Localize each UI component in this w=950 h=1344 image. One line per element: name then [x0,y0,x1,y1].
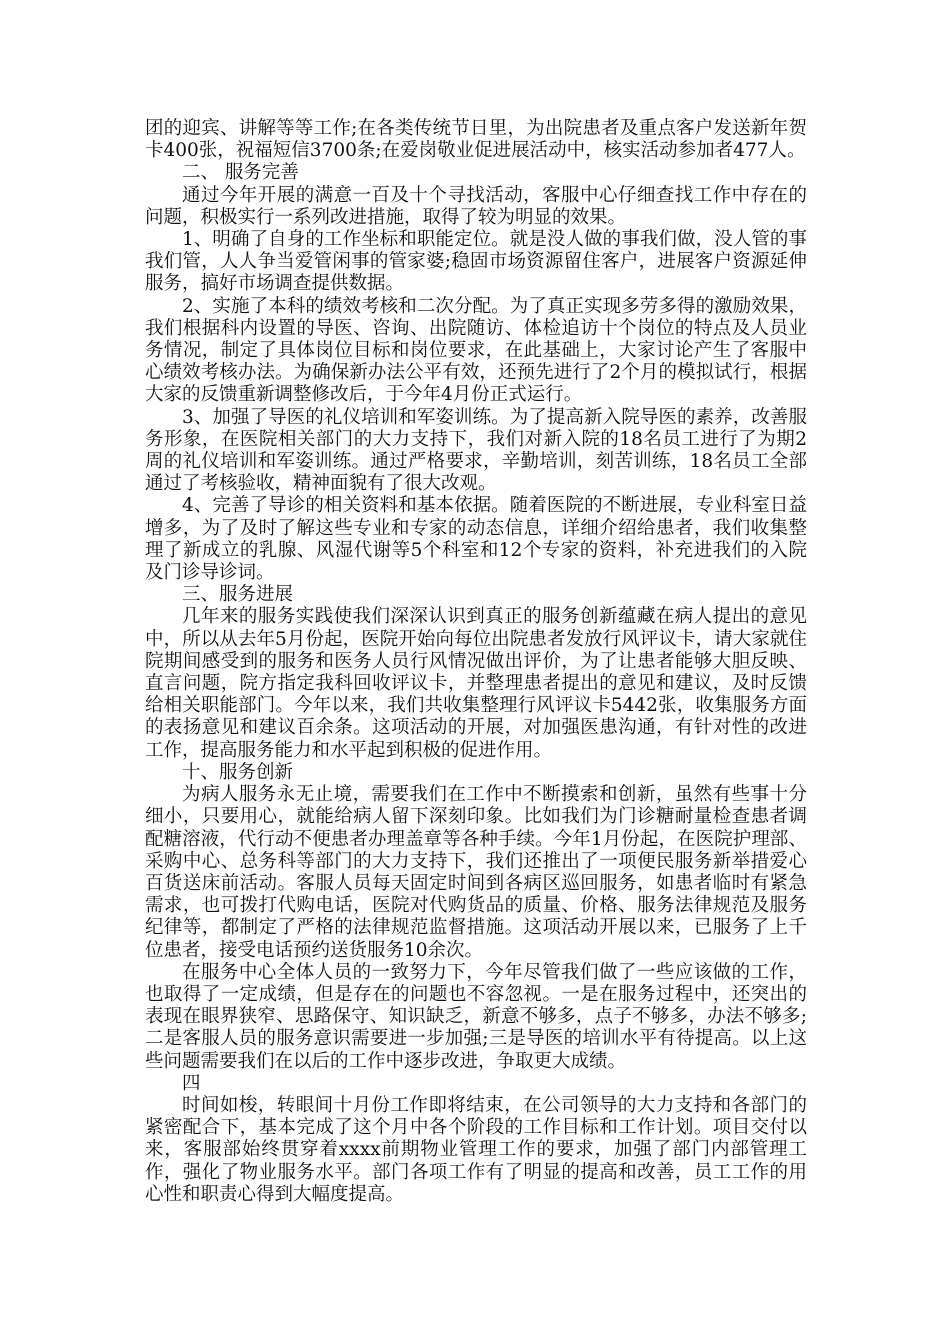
paragraph: 3、加强了导医的礼仪培训和军姿训练。为了提高新入院导医的素养，改善服务形象，在医院相关部门的大力支持下，我们对新入院的18名员工进行了为期2周的礼仪培训和军姿训练。通过严格要求，辛勤培训，刻苦训练，18名员工全部通过了考核验收，精神面貌有了很大改观。 [145,406,807,495]
section-heading-service-progress: 三、服务进展 [182,584,294,606]
paragraph: 通过今年开展的满意一百及十个寻找活动，客服中心仔细查找工作中存在的问题，积极实行一系列改进措施，取得了较为明显的效果。 [145,184,807,228]
document-body [145,118,807,1206]
paragraph: 4、完善了导诊的相关资料和基本依据。随着医院的不断进展，专业科室日益增多，为了及时了解这些专业和专家的动态信息，详细介绍给患者，我们收集整理了新成立的乳腺、风湿代谢等5个科室和12个专家的资料，补充进我们的入院及门诊导诊词。 [145,495,807,584]
paragraph-continuation: 团的迎宾、讲解等等工作;在各类传统节日里，为出院患者及重点客户发送新年贺卡400张，祝福短信3700条;在爱岗敬业促进展活动中，核实活动参加者477人。 [145,118,807,162]
paragraph: 时间如梭，转眼间十月份工作即将结束，在公司领导的大力支持和各部门的紧密配合下，基本完成了这个月中各个阶段的工作目标和工作计划。项目交付以来，客服部始终贯穿着xxxx前期物业管理工作的要求，加强了部门内部管理工作，强化了物业服务水平。部门各项工作有了明显的提高和改善，员工工作的用心性和职责心得到大幅度提高。 [145,1094,807,1205]
paragraph: 2、实施了本科的绩效考核和二次分配。为了真正实现多劳多得的激励效果，我们根据科内设置的导医、咨询、出院随访、体检追访十个岗位的特点及人员业务情况，制定了具体岗位目标和岗位要求，在此基础上，大家讨论产生了客服中心绩效考核办法。为确保新办法公平有效，还预先进行了2个月的模拟试行，根据大家的反馈重新调整修改后，于今年4月份正式运行。 [145,295,807,406]
paragraph: 在服务中心全体人员的一致努力下，今年尽管我们做了一些应该做的工作，也取得了一定成绩，但是存在的问题也不容忽视。一是在服务过程中，还突出的表现在眼界狭窄、思路保守、知识缺乏，新意不够多，点子不够多，办法不够多;二是客服人员的服务意识需要进一步加强;三是导医的培训水平有待提高。以上这些问题需要我们在以后的工作中逐步改进，争取更大成绩。 [145,961,807,1072]
section-heading-service-improvement: 二、 服务完善 [182,162,299,184]
paragraph: 几年来的服务实践使我们深深认识到真正的服务创新蕴藏在病人提出的意见中，所以从去年5月份起，医院开始向每位出院患者发放行风评议卡，请大家就住院期间感受到的服务和医务人员行风情况做出评价，为了让患者能够大胆反映、直言问题，院方指定我科回收评议卡，并整理患者提出的意见和建议，及时反馈给相关职能部门。今年以来，我们共收集整理行风评议卡5442张，收集服务方面的表扬意见和建议百余条。这项活动的开展，对加强医患沟通，有针对性的改进工作，提高服务能力和水平起到积极的促进作用。 [145,606,807,761]
paragraph: 1、明确了自身的工作坐标和职能定位。就是没人做的事我们做，没人管的事我们管，人人争当爱管闲事的管家婆;稳固市场资源留住客户，进展客户资源延伸服务，搞好市场调查提供数据。 [145,229,807,295]
section-heading-service-innovation: 十、服务创新 [182,761,294,783]
paragraph: 为病人服务永无止境，需要我们在工作中不断摸索和创新，虽然有些事十分细小，只要用心，就能给病人留下深刻印象。比如我们为门诊糖耐量检查患者调配糖溶液，代行动不便患者办理盖章等各种手续。今年1月份起，在医院护理部、采购中心、总务科等部门的大力支持下，我们还推出了一项便民服务新举措爱心百货送床前活动。客服人员每天固定时间到各病区巡回服务，如患者临时有紧急需求，也可拨打代购电话，医院对代购货品的质量、价格、服务法律规范及服务纪律等，都制定了严格的法律规范监督措施。这项活动开展以来，已服务了上千位患者，接受电话预约送货服务10余次。 [145,784,807,961]
section-heading-four: 四 [182,1072,201,1094]
